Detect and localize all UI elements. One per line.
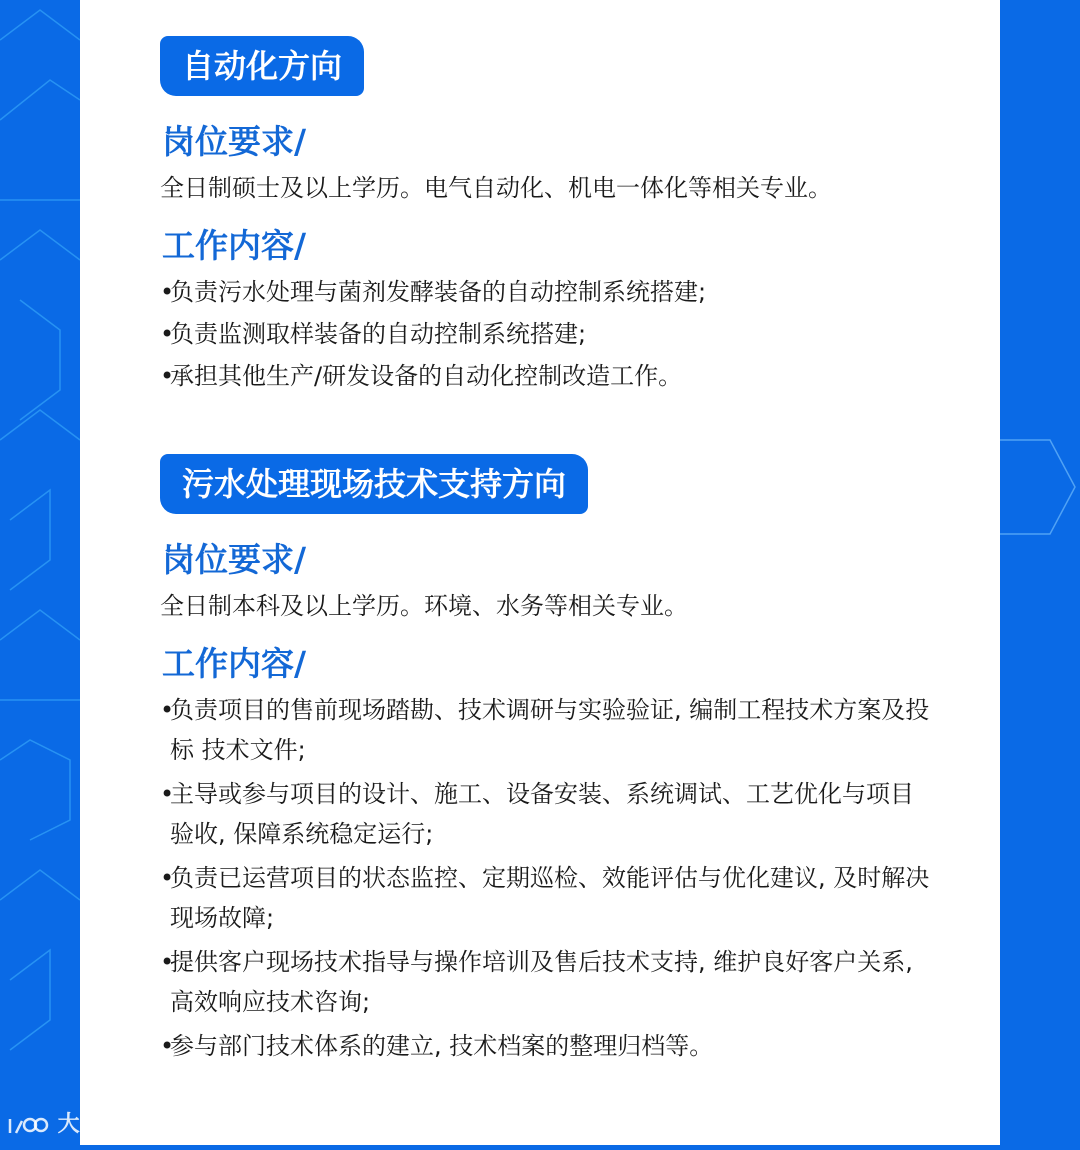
right-decor-strip [1000, 0, 1080, 1145]
bullet-dot: • [160, 948, 175, 976]
hexagon-pattern-left [0, 0, 80, 1145]
left-decor-strip [0, 0, 80, 1145]
bullet-dot: • [160, 696, 175, 724]
duty-item-text: 负责监测取样装备的自动控制系统搭建; [170, 320, 587, 348]
hexagon-pattern-right [1000, 0, 1080, 1145]
requirements-text: 全日制本科及以上学历。环境、水务等相关专业。 [160, 592, 688, 620]
bullet-dot: • [160, 278, 175, 306]
duty-item [160, 314, 930, 354]
duty-item [160, 356, 930, 396]
watermark [6, 1108, 146, 1142]
duty-item [160, 858, 930, 938]
content-card [80, 0, 1000, 1145]
duty-item-text: 参与部门技术体系的建立, 技术档案的整理归档等。 [170, 1032, 714, 1060]
duties-heading: 工作内容/ [162, 226, 307, 265]
duty-item-text: 负责已运营项目的状态监控、定期巡检、效能评估与优化建议, 及时解决现场故障; [170, 864, 930, 932]
duty-item [160, 942, 930, 1022]
bullet-dot: • [160, 362, 175, 390]
duty-item-text: 承担其他生产/研发设备的自动化控制改造工作。 [170, 362, 683, 390]
bullet-dot: • [160, 320, 175, 348]
duty-item [160, 774, 930, 854]
bullet-dot: • [160, 1032, 175, 1060]
watermark-text: 大数跨境 [57, 1112, 146, 1137]
duty-item [160, 690, 930, 770]
cloud-logo-icon [6, 1111, 50, 1139]
section-tag-automation: 自动化方向 [160, 36, 364, 96]
duty-item [160, 272, 930, 312]
duty-item-text: 主导或参与项目的设计、施工、设备安装、系统调试、工艺优化与项目验收, 保障系统稳定运行; [170, 780, 914, 848]
requirements-text: 全日制硕士及以上学历。电气自动化、机电一体化等相关专业。 [160, 174, 832, 202]
requirements-heading: 岗位要求/ [162, 122, 307, 161]
duty-item [160, 1026, 930, 1066]
bullet-dot: • [160, 864, 175, 892]
requirements-heading: 岗位要求/ [162, 540, 307, 579]
duty-item-text: 负责项目的售前现场踏勘、技术调研与实验验证, 编制工程技术方案及投标 技术文件; [170, 696, 930, 764]
duties-heading: 工作内容/ [162, 644, 307, 683]
duty-item-text: 提供客户现场技术指导与操作培训及售后技术支持, 维护良好客户关系, 高效响应技术咨询; [170, 948, 913, 1016]
bullet-dot: • [160, 780, 175, 808]
duty-item-text: 负责污水处理与菌剂发酵装备的自动控制系统搭建; [170, 278, 707, 306]
section-tag-onsite-support: 污水处理现场技术支持方向 [160, 454, 588, 514]
